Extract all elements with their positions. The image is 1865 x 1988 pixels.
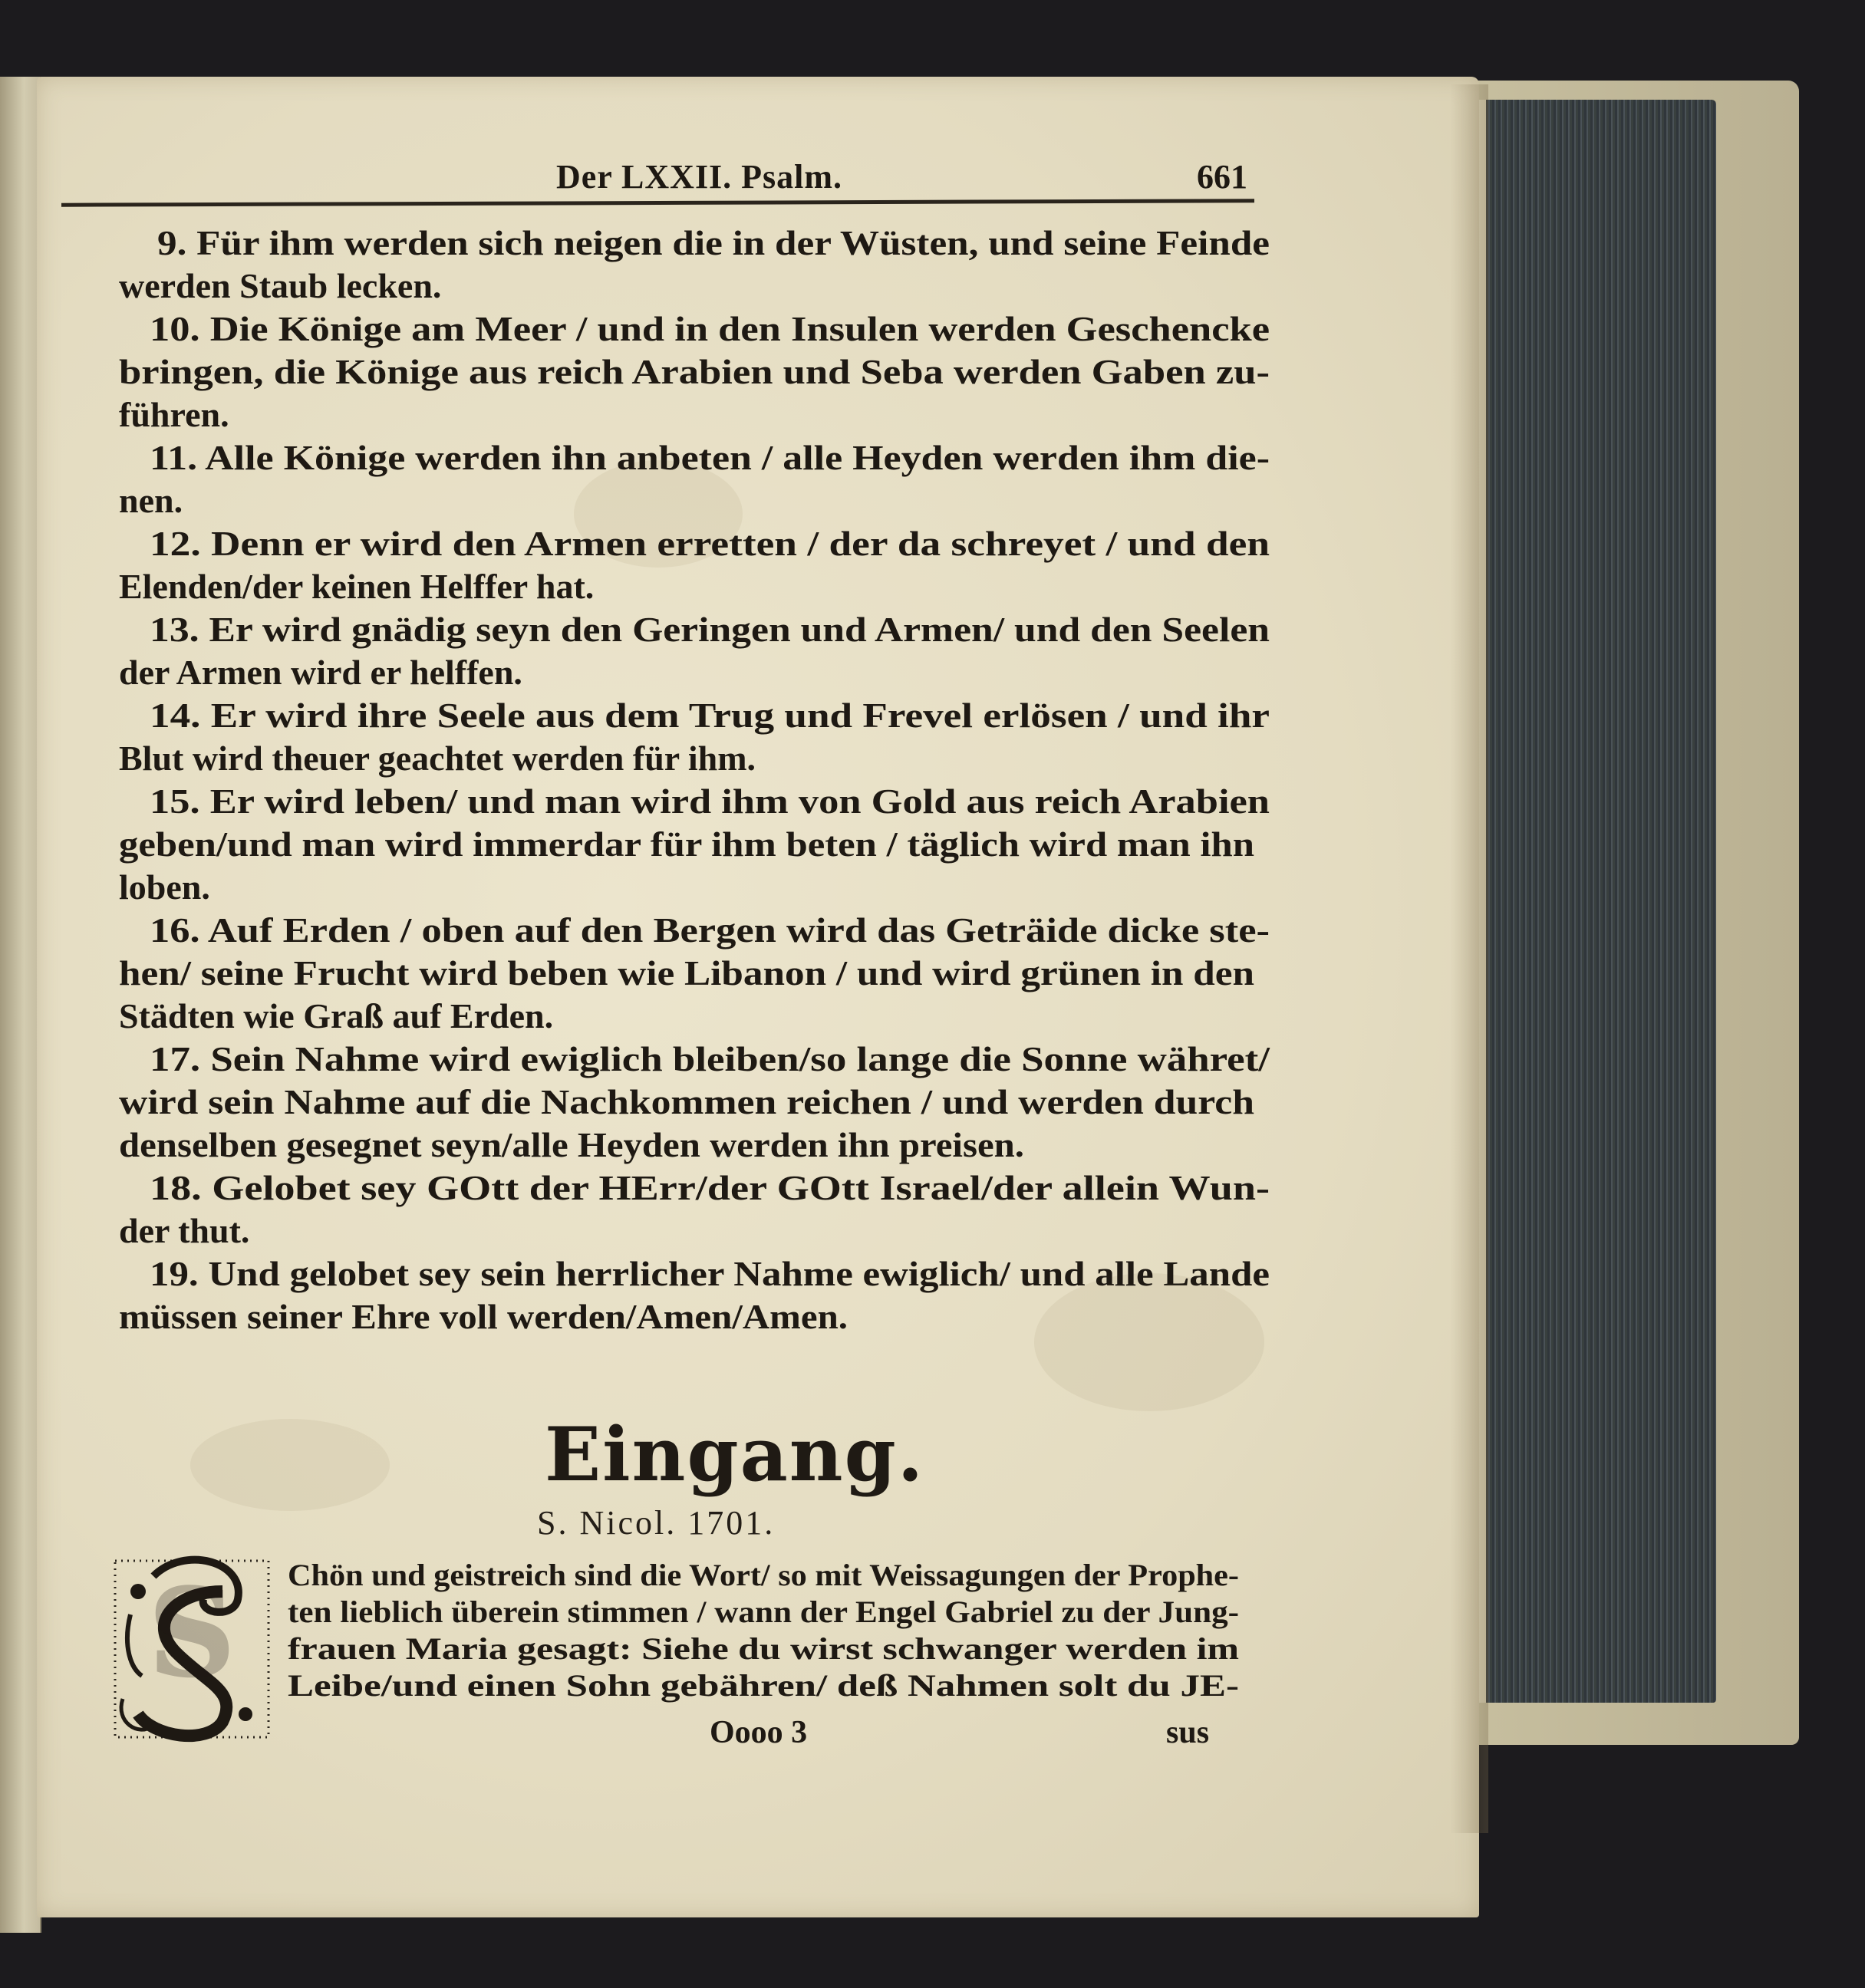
page-number: 661 (1197, 158, 1247, 196)
verse-line: bringen, die Könige aus reich Arabien und Seba werden Gaben zu- (119, 352, 1270, 391)
verse-line: 18. Gelobet sey GOtt der HErr/der GOtt Israel/der allein Wun- (150, 1168, 1270, 1207)
show-through-stain (190, 1419, 390, 1511)
verse-line: hen/ seine Frucht wird beben wie Libanon / und wird grünen in den (119, 953, 1254, 992)
verse-line: Städten wie Graß auf Erden. (119, 996, 554, 1035)
gutter-shadow (1450, 84, 1488, 1833)
verse-line: 9. Für ihm werden sich neigen die in der Wüsten, und seine Feinde (157, 223, 1270, 262)
verse-line: 16. Auf Erden / oben auf den Bergen wird das Geträide dicke ste- (150, 910, 1270, 950)
intro-line: ten lieblich überein stimmen / wann der Engel Gabriel zu der Jung- (288, 1595, 1239, 1629)
verse-line: 15. Er wird leben/ und man wird ihm von Gold aus reich Arabien (150, 782, 1270, 821)
page-block-fore-edge (1477, 100, 1716, 1703)
svg-text:S: S (147, 1561, 236, 1705)
running-title: Der LXXII. Psalm. (556, 158, 843, 196)
verse-line: müssen seiner Ehre voll werden/Amen/Amen. (119, 1297, 848, 1336)
verse-line: wird sein Nahme auf die Nachkommen reichen / und werden durch (119, 1082, 1254, 1121)
verse-line: 12. Denn er wird den Armen erretten / der da schreyet / und den (150, 524, 1270, 563)
decorated-initial-s (107, 1545, 276, 1745)
page-text-block (119, 157, 1270, 1750)
section-title: Eingang. (545, 1411, 925, 1498)
verse-line: nen. (119, 481, 183, 520)
verse-line: denselben gesegnet seyn/alle Heyden werden ihn preisen. (119, 1125, 1024, 1164)
verse-line: der Armen wird er helffen. (119, 653, 522, 692)
intro-paragraph (288, 1557, 1239, 1704)
verse-line: 10. Die Könige am Meer / und in den Insulen werden Geschencke (150, 309, 1270, 348)
verse-line: Blut wird theuer geachtet werden für ihm. (119, 739, 756, 778)
verse-line: 19. Und gelobet sey sein herrlicher Nahme ewiglich/ und alle Lande (150, 1254, 1270, 1293)
verse-line: 11. Alle Könige werden ihn anbeten / alle Heyden werden ihm die- (150, 438, 1270, 477)
verse-line: Elenden/der keinen Helffer hat. (119, 567, 595, 606)
verse-line: loben. (119, 867, 210, 907)
section-dateline: S. Nicol. 1701. (537, 1504, 776, 1542)
verse-line: geben/und man wird immerdar für ihm beten / täglich wird man ihn (119, 824, 1254, 864)
intro-line: frauen Maria gesagt: Siehe du wirst schwanger werden im (288, 1631, 1239, 1666)
intro-line: Chön und geistreich sind die Wort/ so mit Weissagungen der Prophe- (288, 1558, 1239, 1592)
verse-line: der thut. (119, 1211, 250, 1250)
verse-line: werden Staub lecken. (119, 266, 442, 305)
intro-line: Leibe/und einen Sohn gebähren/ deß Nahmen solt du JE- (288, 1668, 1239, 1703)
running-header (119, 157, 1270, 203)
psalm-verses (119, 222, 1270, 1338)
verse-line: 14. Er wird ihre Seele aus dem Trug und Frevel erlösen / und ihr (150, 696, 1270, 735)
signature-mark: Oooo 3 (710, 1715, 808, 1750)
catchword: sus (1166, 1715, 1210, 1750)
verse-line: 13. Er wird gnädig seyn den Geringen und Armen/ und den Seelen (150, 610, 1270, 649)
verse-line: führen. (119, 395, 229, 434)
verse-line: 17. Sein Nahme wird ewiglich bleiben/so lange die Sonne währet/ (150, 1039, 1270, 1078)
left-page-edge (0, 77, 41, 1933)
